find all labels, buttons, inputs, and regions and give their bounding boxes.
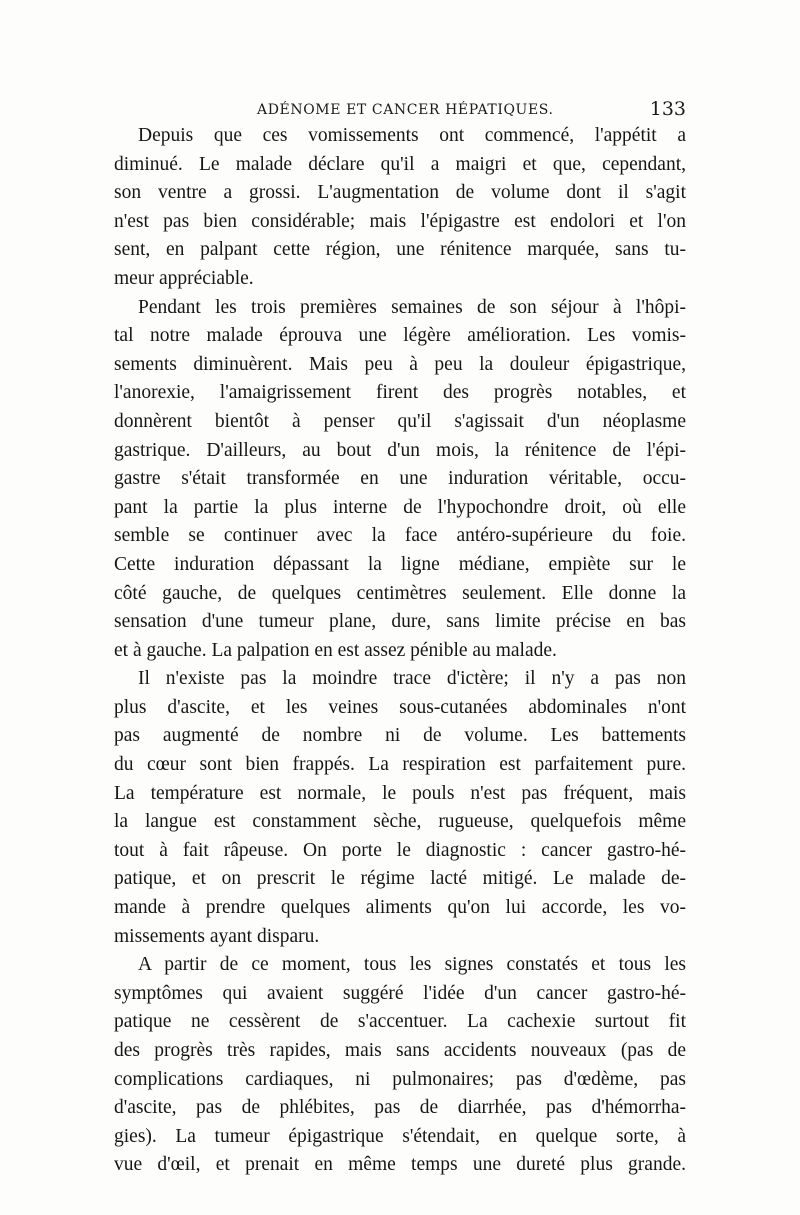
text-line: l'anorexie, l'amaigrissement firent des progrès notables, et <box>114 382 686 404</box>
text-line: sements diminuèrent. Mais peu à peu la douleur épigastrique, <box>114 353 686 375</box>
text-line: Depuis que ces vomissements ont commencé, l'appétit a <box>138 125 686 146</box>
running-title: ADÉNOME ET CANCER HÉPATIQUES. <box>257 102 554 118</box>
text-line: son ventre a grossi. L'augmentation de volume dont il s'agit <box>114 182 686 204</box>
text-line: gies). La tumeur épigastrique s'étendait, en quelque sorte, à <box>114 1125 686 1147</box>
text-line: diminué. Le malade déclare qu'il a maigri et que, cependant, <box>114 153 686 175</box>
text-line: Cette induration dépassant la ligne médiane, empiète sur le <box>114 553 686 575</box>
paragraph-3 <box>114 665 686 951</box>
body-text <box>114 122 686 1180</box>
text-line: symptômes qui avaient suggéré l'idée d'un cancer gastro-hé- <box>114 982 686 1004</box>
text-line: missements ayant disparu. <box>114 925 320 947</box>
paragraph-4 <box>114 951 686 1180</box>
text-line: Il n'existe pas la moindre trace d'ictère; il n'y a pas non <box>138 668 686 690</box>
paragraph-2 <box>114 294 686 666</box>
text-line: donnèrent bientôt à penser qu'il s'agissait d'un néoplasme <box>114 410 686 432</box>
text-line: côté gauche, de quelques centimètres seulement. Elle donne la <box>114 582 686 604</box>
text-line: complications cardiaques, ni pulmonaires; pas d'œdème, pas <box>114 1068 686 1090</box>
text-line: gastre s'était transformée en une induration véritable, occu- <box>114 468 686 490</box>
text-line: des progrès très rapides, mais sans accidents nouveaux (pas de <box>114 1040 686 1061</box>
text-line: tal notre malade éprouva une légère amélioration. Les vomis- <box>114 325 686 347</box>
text-line: meur appréciable. <box>114 267 254 289</box>
text-line: d'ascite, pas de phlébites, pas de diarrhée, pas d'hémorrha- <box>114 1097 686 1119</box>
text-line: sensation d'une tumeur plane, dure, sans limite précise en bas <box>114 611 686 633</box>
text-line: plus d'ascite, et les veines sous-cutanées abdominales n'ont <box>114 696 686 718</box>
text-line: mande à prendre quelques aliments qu'on lui accorde, les vo- <box>114 897 686 919</box>
text-line: la langue est constamment sèche, rugueuse, quelquefois même <box>114 811 686 833</box>
text-line: pas augmenté de nombre ni de volume. Les battements <box>114 725 686 747</box>
paragraph-1 <box>114 122 686 294</box>
text-line: semble se continuer avec la face antéro-supérieure du foie. <box>114 525 686 547</box>
text-line: tout à fait râpeuse. On porte le diagnostic : cancer gastro-hé- <box>114 839 686 861</box>
text-line: Pendant les trois premières semaines de son séjour à l'hôpi- <box>138 296 686 318</box>
text-line: n'est pas bien considérable; mais l'épigastre est endolori et l'on <box>114 210 686 232</box>
text-line: sent, en palpant cette région, une rénitence marquée, sans tu- <box>114 239 686 261</box>
text-line: gastrique. D'ailleurs, au bout d'un mois, la rénitence de l'épi- <box>114 439 686 461</box>
text-line: patique, et on prescrit le régime lacté mitigé. Le malade de- <box>114 868 686 890</box>
text-line: pant la partie la plus interne de l'hypochondre droit, où elle <box>114 496 686 518</box>
text-line: et à gauche. La palpation en est assez pénible au malade. <box>114 639 557 661</box>
text-line: patique ne cessèrent de s'accentuer. La cachexie surtout fit <box>114 1011 686 1033</box>
page-number: 133 <box>649 98 686 120</box>
text-line: vue d'œil, et prenait en même temps une dureté plus grande. <box>114 1154 686 1176</box>
text-line: A partir de ce moment, tous les signes constatés et tous les <box>138 954 686 976</box>
text-line: du cœur sont bien frappés. La respiration est parfaitement pure. <box>114 754 686 776</box>
text-line: La température est normale, le pouls n'est pas fréquent, mais <box>114 782 686 804</box>
